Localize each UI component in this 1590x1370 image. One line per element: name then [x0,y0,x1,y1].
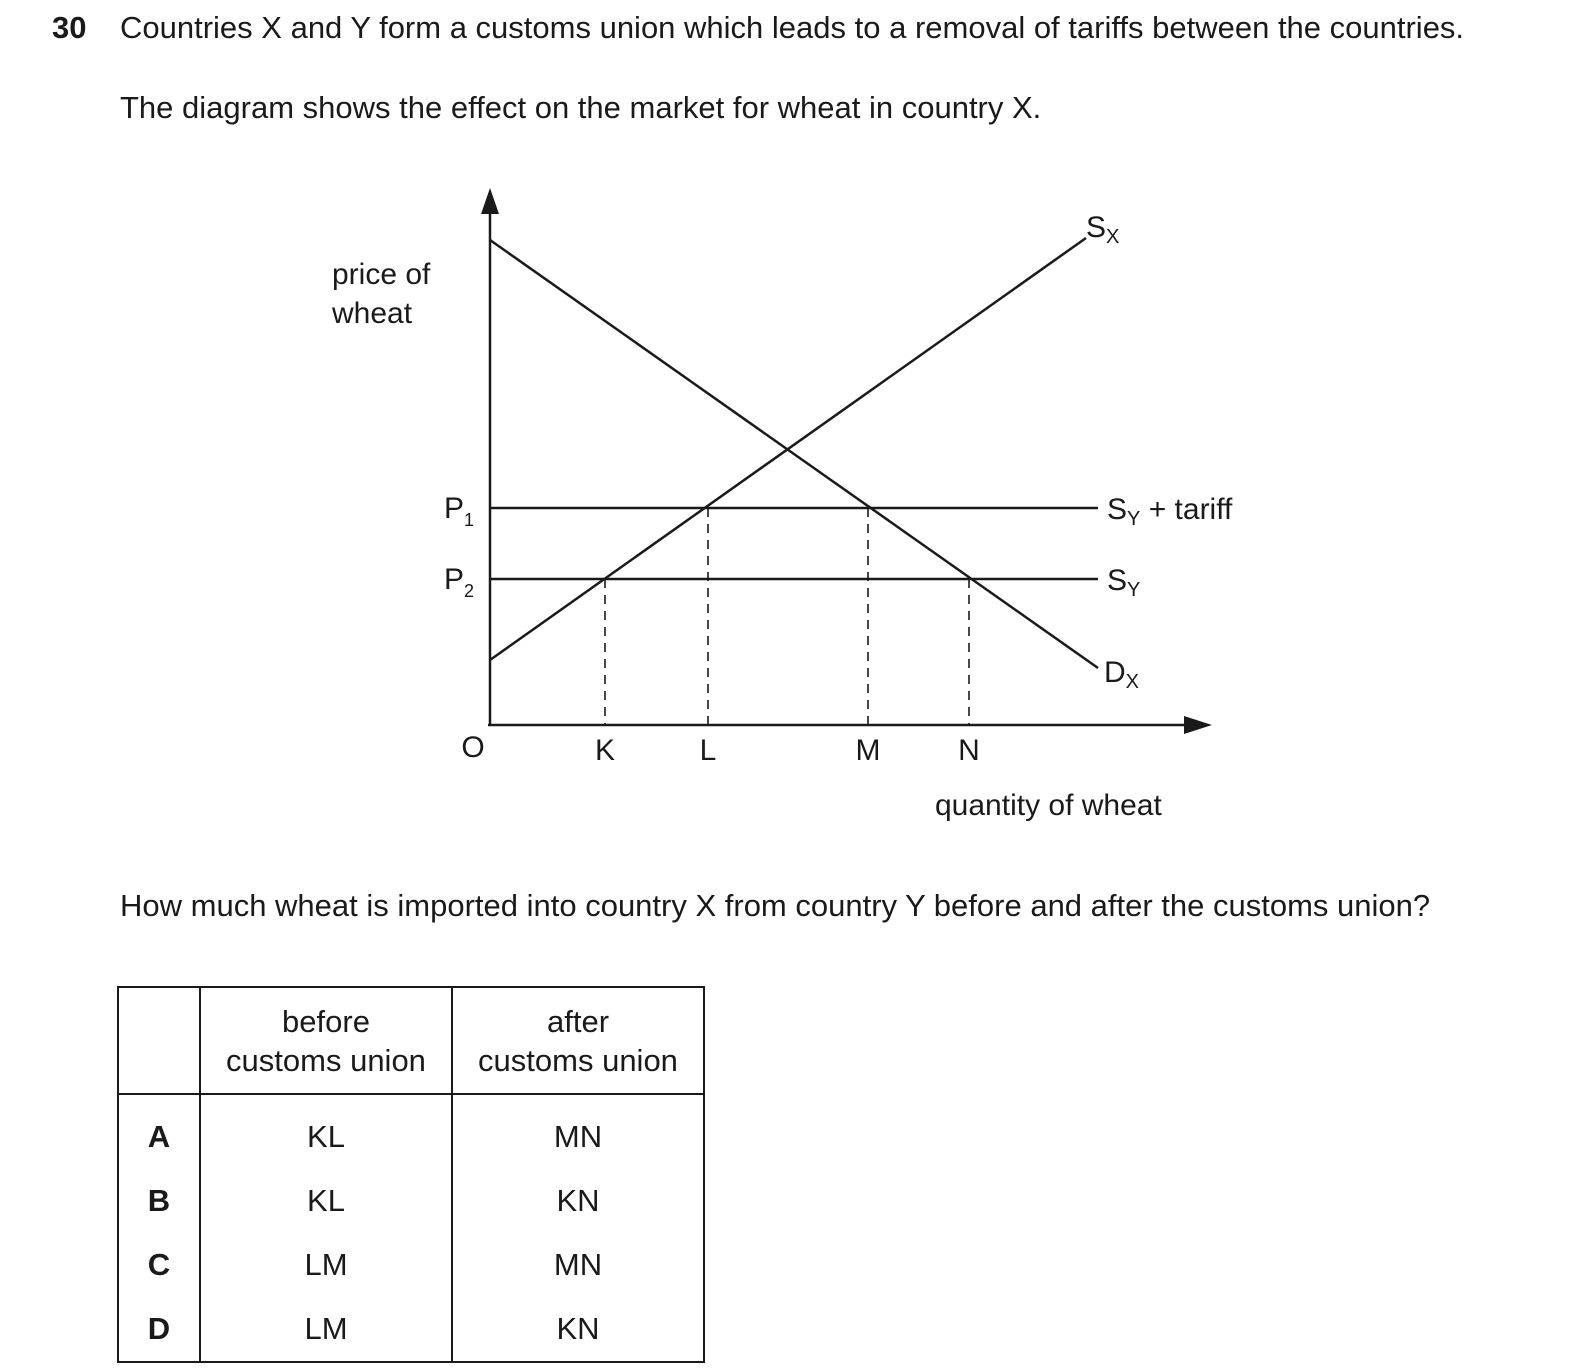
option-key: D [118,1297,200,1362]
price-label-p1: $P_1$ [444,492,475,530]
y-axis-label-line2: wheat [332,297,413,330]
x-axis-arrowhead [1184,716,1212,734]
option-row-b[interactable] [118,1169,704,1233]
curve-label-sx: $S_X$ [1086,211,1120,248]
curve-label-dx: $D_X$ [1104,656,1140,693]
option-after: MN [452,1094,704,1169]
option-before: KL [200,1169,452,1233]
quantity-label-k: K [594,734,616,767]
option-before: KL [200,1094,452,1169]
option-after: KN [452,1297,704,1362]
option-key: C [118,1233,200,1297]
x-axis-label: quantity of wheat [935,789,1162,822]
option-row-d[interactable] [118,1297,704,1362]
question-number: 30 [52,10,87,45]
quantity-label-n: N [958,734,980,767]
header-key-cell [118,987,200,1094]
y-axis-label-line1: price of [332,258,431,291]
option-row-c[interactable] [118,1233,704,1297]
option-after: MN [452,1233,704,1297]
option-key: A [118,1094,200,1169]
diagram-caption: The diagram shows the effect on the market for wheat in country X. [120,90,1042,125]
header-after: after customs union [452,987,704,1094]
answer-options-table [117,986,705,1363]
price-label-p2: $P_2$ [444,563,475,601]
curve-label-sy: $S_Y$ [1107,564,1141,601]
option-before: LM [200,1297,452,1362]
demand-curve-dx [490,240,1098,668]
y-axis-arrowhead [481,188,499,214]
curve-label-sy-tariff: $S_Y$ + tariff [1107,493,1233,530]
option-row-a[interactable] [118,1094,704,1169]
option-key: B [118,1169,200,1233]
option-after: KN [452,1169,704,1233]
quantity-label-m: M [855,734,881,767]
origin-label: O [461,731,485,764]
header-before: before customs union [200,987,452,1094]
quantity-label-l: L [699,734,717,767]
question-prompt: How much wheat is imported into country X from country Y before and after the customs union? [120,888,1431,923]
question-intro: Countries X and Y form a customs union which leads to a removal of tariffs between the countries. [120,10,1465,45]
option-before: LM [200,1233,452,1297]
